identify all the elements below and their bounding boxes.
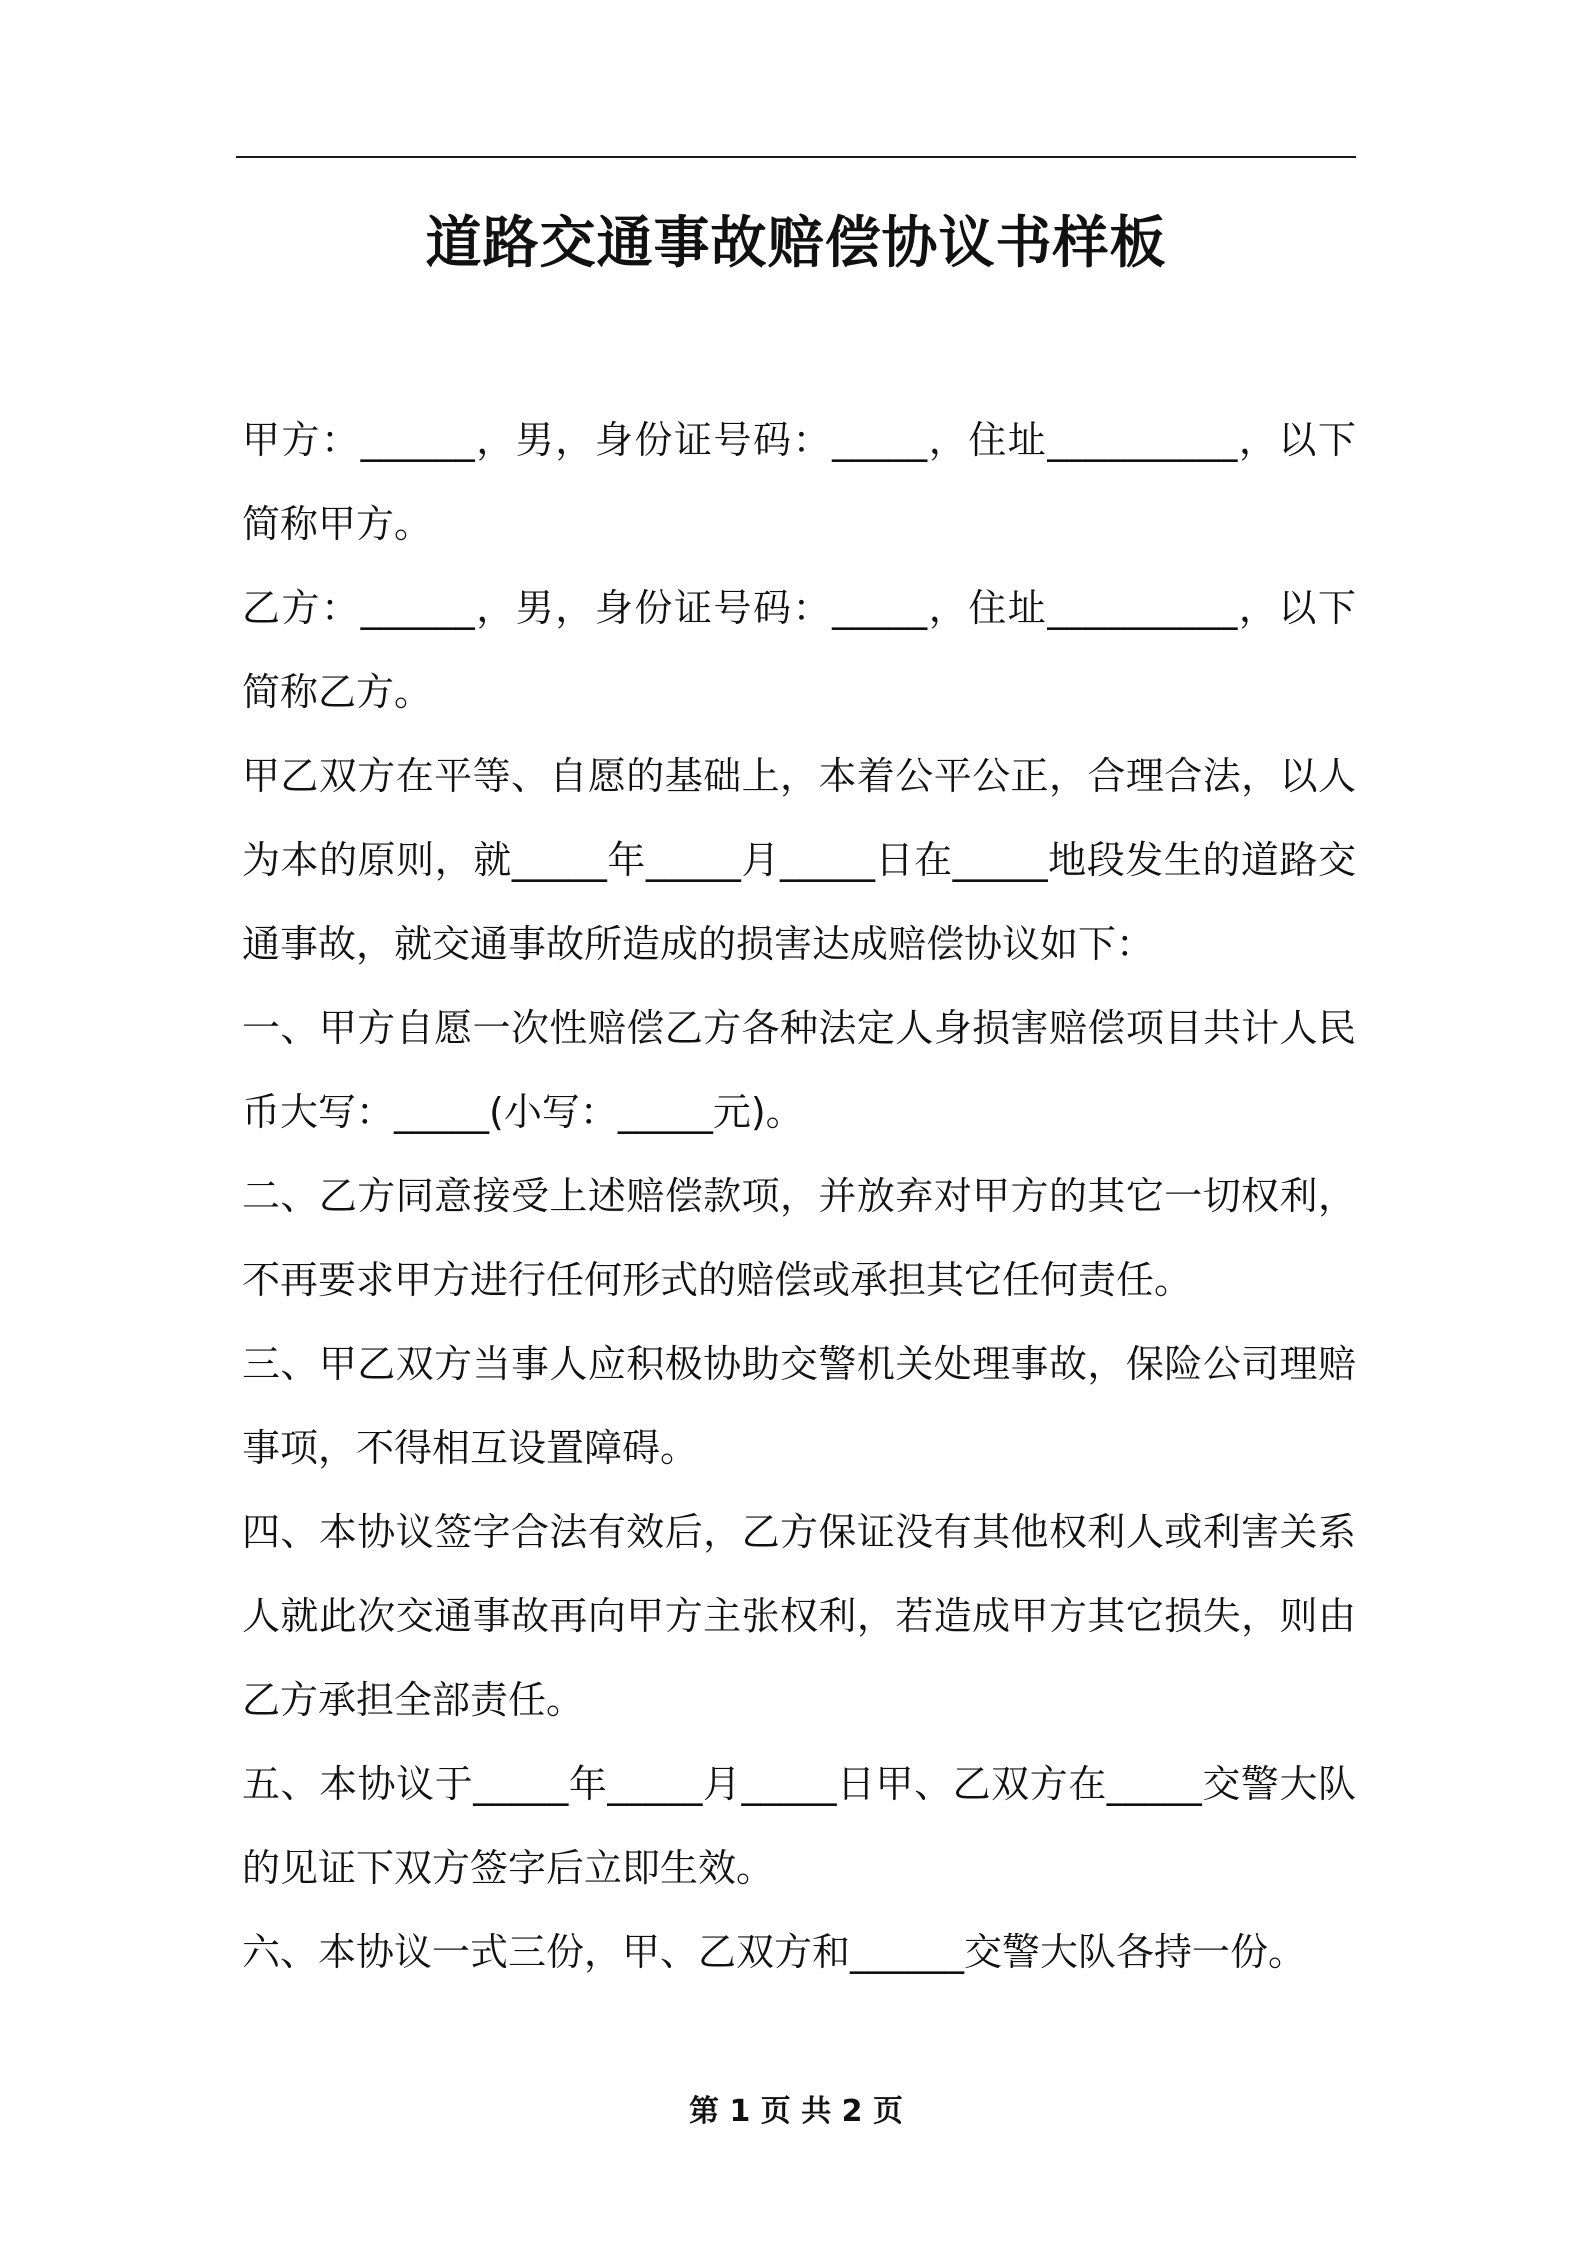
document-title: 道路交通事故赔偿协议书样板 — [425, 211, 1167, 276]
party-a-paragraph: 甲方：______，男，身份证号码：_____，住址__________，以下简称甲方。 — [242, 418, 1356, 546]
page-footer: 第 1 页 共 2 页 — [689, 2094, 903, 2129]
party-b-paragraph: 乙方：______，男，身份证号码：_____，住址__________，以下简称乙方。 — [242, 586, 1356, 714]
preamble-paragraph: 甲乙双方在平等、自愿的基础上，本着公平公正，合理合法，以人为本的原则，就_____年_____月_____日在_____地段发生的道路交通事故，就交通事故所造成的损害达成赔偿协议如下： — [242, 754, 1356, 966]
clause-6: 六、本协议一式三份，甲、乙双方和______交警大队各持一份。 — [242, 1930, 1307, 1974]
document-body — [242, 398, 1356, 1994]
clause-3: 三、甲乙双方当事人应积极协助交警机关处理事故，保险公司理赔事项，不得相互设置障碍。 — [242, 1342, 1356, 1470]
clause-1: 一、甲方自愿一次性赔偿乙方各种法定人身损害赔偿项目共计人民币大写：_____(小写：_____元)。 — [242, 1006, 1356, 1134]
clause-4: 四、本协议签字合法有效后，乙方保证没有其他权利人或利害关系人就此次交通事故再向甲方主张权利，若造成甲方其它损失，则由乙方承担全部责任。 — [242, 1510, 1356, 1722]
header-rule — [236, 156, 1356, 158]
clause-5: 五、本协议于_____年_____月_____日甲、乙双方在_____交警大队的见证下双方签字后立即生效。 — [242, 1762, 1356, 1890]
clause-2: 二、乙方同意接受上述赔偿款项，并放弃对甲方的其它一切权利，不再要求甲方进行任何形式的赔偿或承担其它任何责任。 — [242, 1174, 1356, 1302]
